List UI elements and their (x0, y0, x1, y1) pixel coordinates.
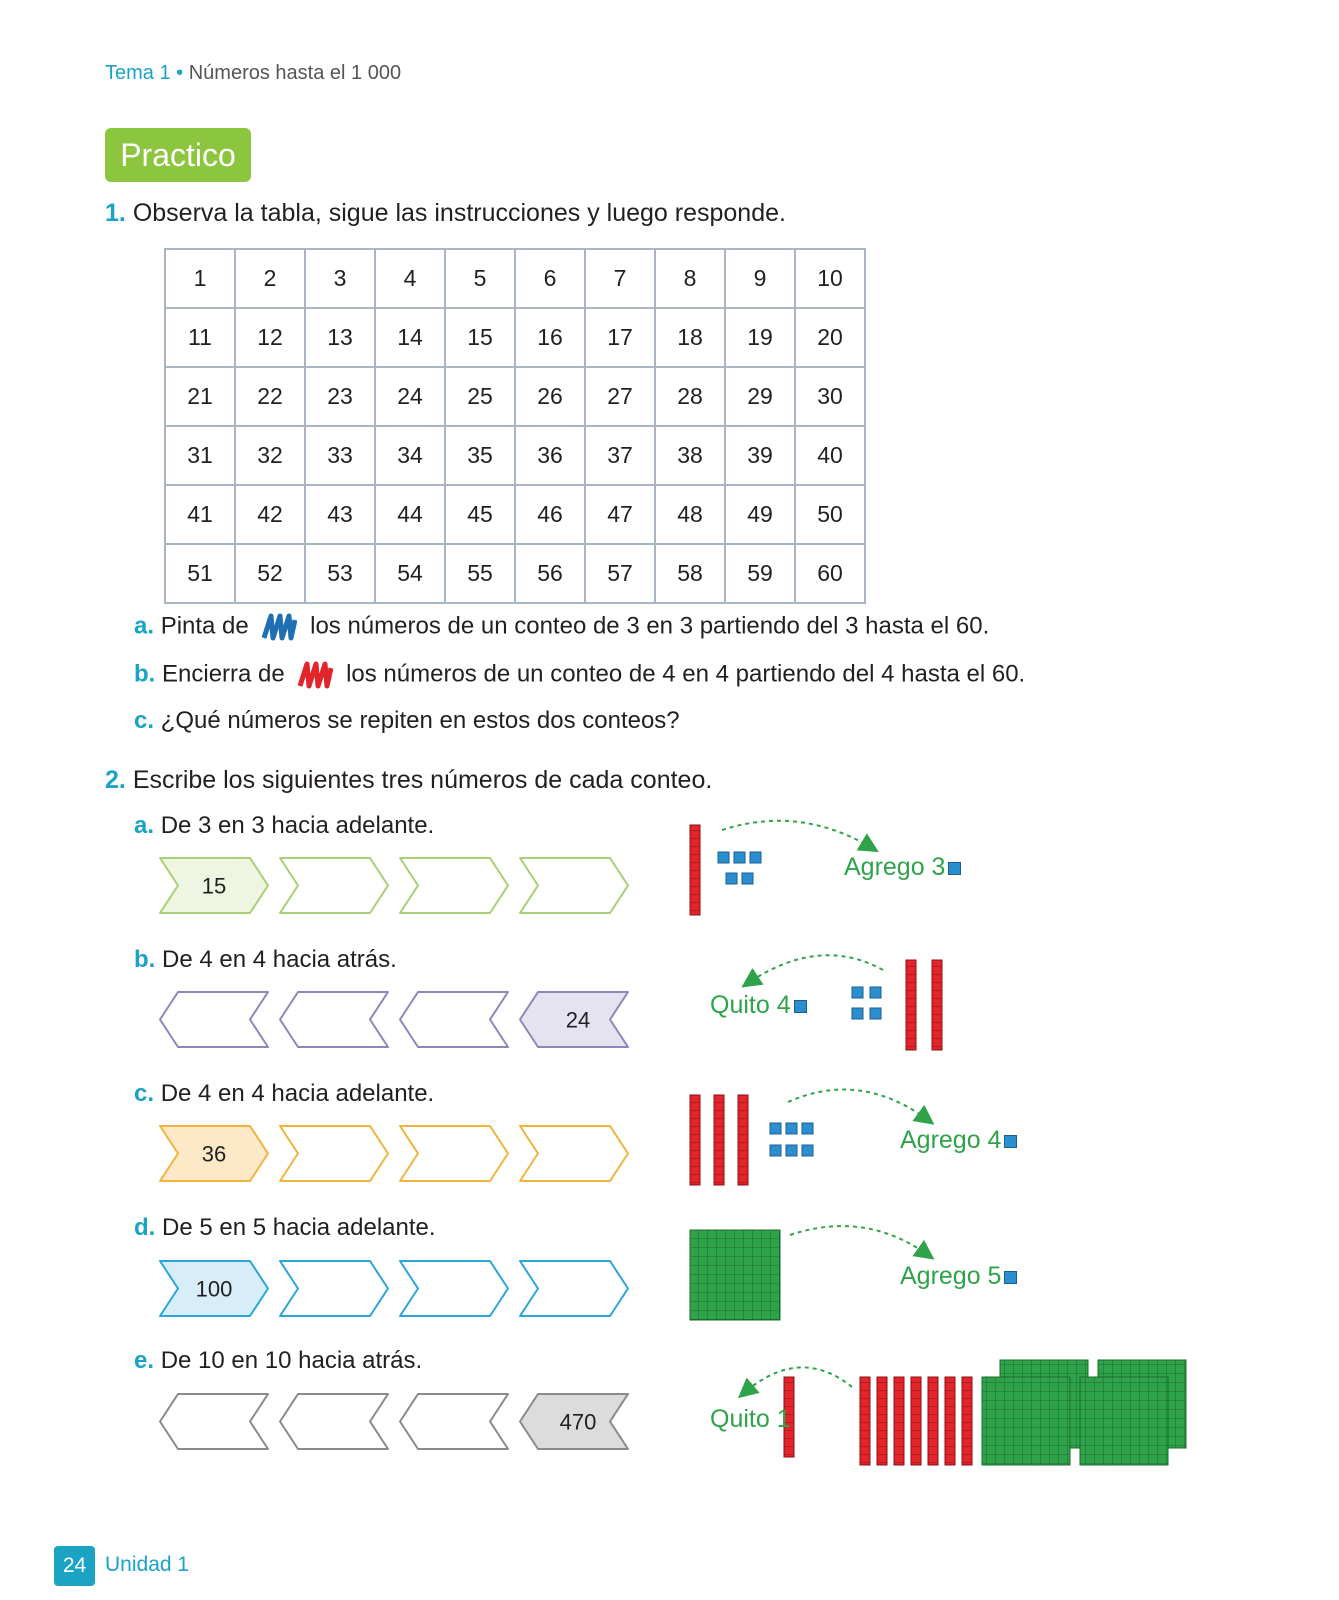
table-cell[interactable]: 38 (655, 426, 725, 485)
table-cell[interactable]: 1 (165, 249, 235, 308)
table-cell[interactable]: 42 (235, 485, 305, 544)
ten-rod-icon (714, 1095, 724, 1185)
unit-cubes-icon (852, 987, 881, 1019)
page-header (105, 62, 401, 85)
table-cell[interactable]: 28 (655, 367, 725, 426)
question-text: Escribe los siguientes tres números de cada conteo. (132, 766, 713, 794)
table-cell[interactable]: 29 (725, 367, 795, 426)
table-row (165, 249, 865, 308)
table-cell[interactable]: 55 (445, 544, 515, 603)
q2-item-b (134, 946, 397, 974)
unit-cube-icon (794, 1000, 807, 1013)
table-cell[interactable]: 59 (725, 544, 795, 603)
item-letter: c. (134, 707, 155, 734)
start-number: 470 (559, 1409, 597, 1435)
table-cell[interactable]: 19 (725, 308, 795, 367)
answer-box[interactable] (160, 1394, 268, 1449)
table-cell[interactable]: 21 (165, 367, 235, 426)
table-cell[interactable]: 40 (795, 426, 865, 485)
table-cell[interactable]: 47 (585, 485, 655, 544)
sequence-row-d (158, 1258, 638, 1320)
table-cell[interactable]: 3 (305, 249, 375, 308)
question-number: 1. (105, 199, 126, 227)
answer-box[interactable] (400, 1394, 508, 1449)
table-cell[interactable]: 33 (305, 426, 375, 485)
item-letter: c. (134, 1080, 155, 1107)
dashed-arrow-icon (790, 1226, 928, 1255)
table-cell[interactable]: 51 (165, 544, 235, 603)
table-cell[interactable]: 4 (375, 249, 445, 308)
label-d (900, 1262, 1017, 1291)
unit-label: Unidad 1 (105, 1553, 190, 1576)
table-cell[interactable]: 24 (375, 367, 445, 426)
table-cell[interactable]: 39 (725, 426, 795, 485)
answer-box[interactable] (160, 992, 268, 1047)
label-e (710, 1405, 791, 1434)
ten-rod-icon (738, 1095, 748, 1185)
ten-rod-icon (690, 1095, 700, 1185)
unit-cube-icon (1004, 1135, 1017, 1148)
sequence-row-b (158, 989, 638, 1051)
answer-box[interactable] (400, 992, 508, 1047)
item-text: De 3 en 3 hacia adelante. (160, 812, 435, 839)
sequence-row-a (158, 855, 638, 917)
number-table (164, 248, 866, 604)
table-cell[interactable]: 37 (585, 426, 655, 485)
ten-rod-icon (906, 960, 916, 1050)
seven-rods-icon (860, 1377, 972, 1465)
unit-cube-icon (948, 862, 961, 875)
table-cell[interactable]: 8 (655, 249, 725, 308)
table-cell[interactable]: 56 (515, 544, 585, 603)
item-post: los números de un conteo de 3 en 3 partiendo del 3 hasta el 60. (310, 612, 990, 640)
table-cell[interactable]: 6 (515, 249, 585, 308)
answer-box[interactable] (280, 1261, 388, 1316)
table-cell[interactable]: 14 (375, 308, 445, 367)
table-cell[interactable]: 50 (795, 485, 865, 544)
table-row (165, 367, 865, 426)
table-cell[interactable]: 36 (515, 426, 585, 485)
label-a (844, 853, 961, 882)
q2-item-a (134, 812, 434, 840)
label-c (900, 1126, 1017, 1155)
table-cell[interactable]: 9 (725, 249, 795, 308)
table-cell[interactable]: 5 (445, 249, 515, 308)
table-cell[interactable]: 54 (375, 544, 445, 603)
q1-item-a (134, 612, 989, 642)
header-separator: • (176, 62, 184, 84)
red-crayon-icon (297, 660, 333, 690)
sequence-row-e (158, 1391, 638, 1453)
table-cell[interactable]: 15 (445, 308, 515, 367)
label-b (710, 991, 807, 1020)
table-cell[interactable]: 18 (655, 308, 725, 367)
table-cell[interactable]: 46 (515, 485, 585, 544)
item-text: De 4 en 4 hacia atrás. (162, 946, 397, 973)
item-pre: Pinta de (160, 612, 249, 640)
table-row (165, 308, 865, 367)
table-cell[interactable]: 13 (305, 308, 375, 367)
table-cell[interactable]: 32 (235, 426, 305, 485)
table-cell[interactable]: 20 (795, 308, 865, 367)
question-text: Observa la tabla, sigue las instrucciones y luego responde. (132, 199, 786, 227)
answer-box[interactable] (280, 992, 388, 1047)
label-text: Agrego 4 (900, 1126, 1002, 1154)
item-letter: d. (134, 1214, 156, 1241)
base-ten-illustrations (680, 815, 1320, 1495)
table-cell[interactable]: 43 (305, 485, 375, 544)
question-number: 2. (105, 766, 126, 794)
answer-box[interactable] (400, 858, 508, 913)
table-row (165, 426, 865, 485)
table-cell[interactable]: 23 (305, 367, 375, 426)
answer-box[interactable] (400, 1126, 508, 1181)
blue-crayon-icon (261, 612, 297, 642)
table-cell[interactable]: 49 (725, 485, 795, 544)
header-title: Números hasta el 1 000 (188, 62, 402, 84)
item-letter: e. (134, 1347, 155, 1374)
table-cell[interactable]: 22 (235, 367, 305, 426)
item-post: los números de un conteo de 4 en 4 partiendo del 4 hasta el 60. (346, 660, 1026, 688)
table-row (165, 485, 865, 544)
label-text: Quito 1 (710, 1405, 791, 1433)
table-cell[interactable]: 53 (305, 544, 375, 603)
start-number: 36 (201, 1141, 227, 1167)
table-cell[interactable]: 60 (795, 544, 865, 603)
table-cell[interactable]: 35 (445, 426, 515, 485)
table-cell[interactable]: 57 (585, 544, 655, 603)
table-cell[interactable]: 26 (515, 367, 585, 426)
unit-cube-icon (1004, 1271, 1017, 1284)
q1-item-c (134, 707, 680, 735)
table-cell[interactable]: 17 (585, 308, 655, 367)
page-number: 24 (54, 1546, 95, 1586)
item-letter: a. (134, 812, 155, 839)
item-text: ¿Qué números se repiten en estos dos conteos? (160, 707, 680, 734)
item-text: De 10 en 10 hacia atrás. (160, 1347, 423, 1374)
unit-cubes-icon (718, 852, 761, 884)
item-text: De 5 en 5 hacia adelante. (162, 1214, 436, 1241)
table-cell[interactable]: 44 (375, 485, 445, 544)
table-cell[interactable]: 16 (515, 308, 585, 367)
dashed-arrow-icon (748, 955, 883, 983)
table-cell[interactable]: 10 (795, 249, 865, 308)
hundred-flats-icon (982, 1360, 1186, 1465)
table-cell[interactable]: 58 (655, 544, 725, 603)
q1-item-b (134, 660, 1025, 690)
table-cell[interactable]: 48 (655, 485, 725, 544)
label-text: Agrego 3 (844, 853, 946, 881)
table-cell[interactable]: 25 (445, 367, 515, 426)
label-text: Agrego 5 (900, 1262, 1002, 1290)
item-letter: a. (134, 612, 155, 640)
q2-item-c (134, 1080, 434, 1108)
table-cell[interactable]: 31 (165, 426, 235, 485)
table-cell[interactable]: 41 (165, 485, 235, 544)
answer-box[interactable] (280, 1394, 388, 1449)
unit-cubes-icon (770, 1123, 813, 1156)
start-number: 15 (201, 873, 227, 899)
table-cell[interactable]: 30 (795, 367, 865, 426)
q2-item-d (134, 1214, 436, 1242)
item-text: De 4 en 4 hacia adelante. (160, 1080, 435, 1107)
item-letter: b. (134, 946, 156, 973)
answer-box[interactable] (520, 1126, 628, 1181)
label-text: Quito 4 (710, 991, 791, 1019)
answer-box[interactable] (520, 1261, 628, 1316)
question-1 (105, 199, 786, 228)
answer-box[interactable] (280, 858, 388, 913)
table-cell[interactable]: 11 (165, 308, 235, 367)
ten-rod-icon (932, 960, 942, 1050)
table-cell[interactable]: 52 (235, 544, 305, 603)
question-2 (105, 766, 712, 795)
answer-box[interactable] (280, 1126, 388, 1181)
table-cell[interactable]: 7 (585, 249, 655, 308)
sequence-row-c (158, 1123, 638, 1185)
table-row (165, 544, 865, 603)
item-pre: Encierra de (162, 660, 285, 688)
table-cell[interactable]: 34 (375, 426, 445, 485)
answer-box[interactable] (400, 1261, 508, 1316)
start-number: 100 (195, 1276, 233, 1302)
item-letter: b. (134, 660, 156, 688)
q2-item-e (134, 1347, 422, 1375)
dashed-arrow-icon (722, 821, 872, 848)
ten-rod-icon (690, 825, 700, 915)
table-cell[interactable]: 2 (235, 249, 305, 308)
table-cell[interactable]: 45 (445, 485, 515, 544)
tema-label: Tema 1 (105, 62, 171, 84)
answer-box[interactable] (520, 858, 628, 913)
start-number: 24 (565, 1007, 591, 1033)
hundred-flat-icon (690, 1230, 780, 1320)
table-cell[interactable]: 12 (235, 308, 305, 367)
section-badge: Practico (105, 128, 251, 182)
table-cell[interactable]: 27 (585, 367, 655, 426)
dashed-arrow-icon (744, 1367, 852, 1393)
dashed-arrow-icon (788, 1090, 928, 1120)
